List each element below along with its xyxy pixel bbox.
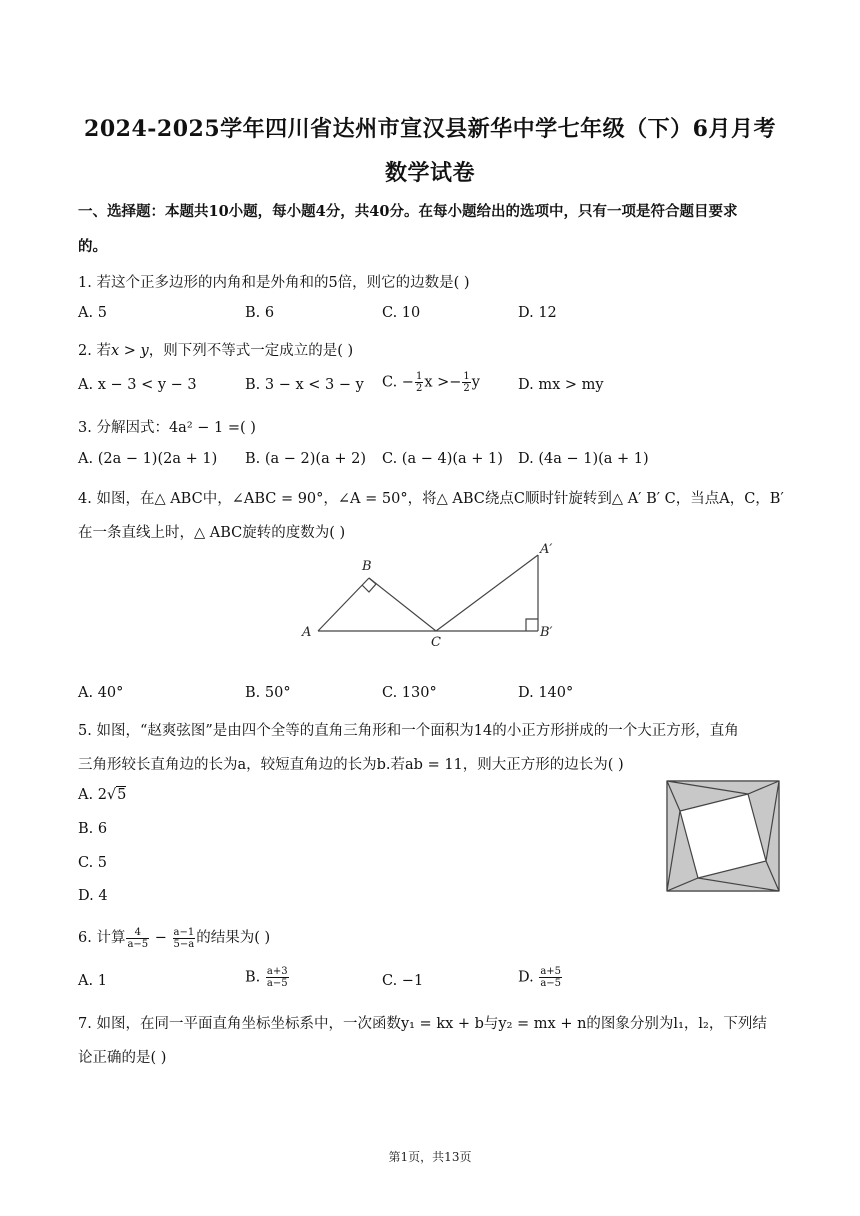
q2-stem: 2. 若x > y，则下列不等式一定成立的是( ) xyxy=(78,343,354,359)
q3-option-d: D. (4a − 1)(a + 1) xyxy=(518,451,649,467)
q1-option-b: B. 6 xyxy=(245,305,275,321)
exam-title-line1: 2024-2025学年四川省达州市宣汉县新华中学七年级（下）6月月考 xyxy=(84,116,776,142)
q5-option-c: C. 5 xyxy=(78,855,108,871)
label-c: C xyxy=(431,635,441,650)
q1-option-d: D. 12 xyxy=(518,305,557,321)
q4-option-d: D. 140° xyxy=(518,685,574,701)
q5-option-a: A. 2√5 xyxy=(78,787,127,803)
segment-ab xyxy=(318,578,369,631)
label-b: B xyxy=(362,559,372,574)
q3-option-b: B. (a − 2)(a + 2) xyxy=(245,451,366,467)
q1-option-c: C. 10 xyxy=(382,305,421,321)
q4-rotation-figure xyxy=(290,538,570,653)
q2-option-d: D. mx > my xyxy=(518,377,604,393)
q4-option-a: A. 40° xyxy=(78,685,124,701)
exam-title-line2: 数学试卷 xyxy=(384,160,475,186)
segment-ca-prime xyxy=(436,555,538,631)
q4-stem-line1: 4. 如图，在△ ABC中，∠ABC = 90°，∠A = 50°，将△ ABC绕点C顺时针旋转到△ A′ B′ C，当点A，C，B′ xyxy=(78,491,784,507)
page-footer: 第1页，共13页 xyxy=(388,1150,472,1164)
segment-bc xyxy=(369,578,436,631)
q6-option-c: C. −1 xyxy=(382,973,424,989)
zhao-shuang-chord-figure xyxy=(666,780,781,893)
q4-option-b: B. 50° xyxy=(245,685,291,701)
q6-stem: 6. 计算 $\frac{4}{a-5}$ − $\frac{a-1}{5-a}$ 的结果为( ) xyxy=(78,926,271,950)
q3-option-a: A. (2a − 1)(2a + 1) xyxy=(78,451,218,467)
q4-option-c: C. 130° xyxy=(382,685,437,701)
label-a: A xyxy=(302,625,312,640)
section-heading-line1: 一、选择题：本题共10小题，每小题4分，共40分。在每小题给出的选项中，只有一项是符合题目要求 xyxy=(78,203,738,220)
q5-stem-line2: 三角形较长直角边的长为a，较短直角边的长为b.若ab = 11，则大正方形的边长为( ) xyxy=(78,757,624,773)
q5-stem-line1: 5. 如图，“赵爽弦图”是由四个全等的直角三角形和一个面积为14的小正方形拼成的一个大正方形，直角 xyxy=(78,723,739,739)
right-angle-mark-b xyxy=(362,578,376,592)
q1-stem: 1. 若这个正多边形的内角和是外角和的5倍，则它的边数是( ) xyxy=(78,275,470,291)
q3-stem: 3. 分解因式：4a² − 1 =( ) xyxy=(78,420,256,436)
q2-option-b: B. 3 − x < 3 − y xyxy=(245,377,364,393)
label-a-prime: A′ xyxy=(540,542,553,557)
q5-option-b: B. 6 xyxy=(78,821,108,837)
q1-option-a: A. 5 xyxy=(78,305,107,321)
q3-option-c: C. (a − 4)(a + 1) xyxy=(382,451,503,467)
q4-stem-line2: 在一条直线上时，△ ABC旋转的度数为( ) xyxy=(78,525,346,541)
q7-stem-line1: 7. 如图，在同一平面直角坐标坐标系中，一次函数y₁ = kx + b与y₂ = mx + n的图象分别为l₁，l₂，下列结 xyxy=(78,1016,767,1032)
q6-option-d: D. $\frac{a+5}{a-5}$ xyxy=(518,966,562,989)
q2-option-c: C. − $\frac{1}{2}$ x >− $\frac{1}{2}$ y xyxy=(382,371,480,394)
label-b-prime: B′ xyxy=(540,625,553,640)
right-angle-mark-b-prime xyxy=(526,619,538,631)
q2-option-a: A. x − 3 < y − 3 xyxy=(78,377,197,393)
q6-option-a: A. 1 xyxy=(78,973,107,989)
q5-option-d: D. 4 xyxy=(78,888,108,904)
q6-option-b: B. $\frac{a+3}{a-5}$ xyxy=(245,966,288,989)
section-heading-line2: 的。 xyxy=(78,238,107,255)
q7-stem-line2: 论正确的是( ) xyxy=(78,1050,167,1066)
